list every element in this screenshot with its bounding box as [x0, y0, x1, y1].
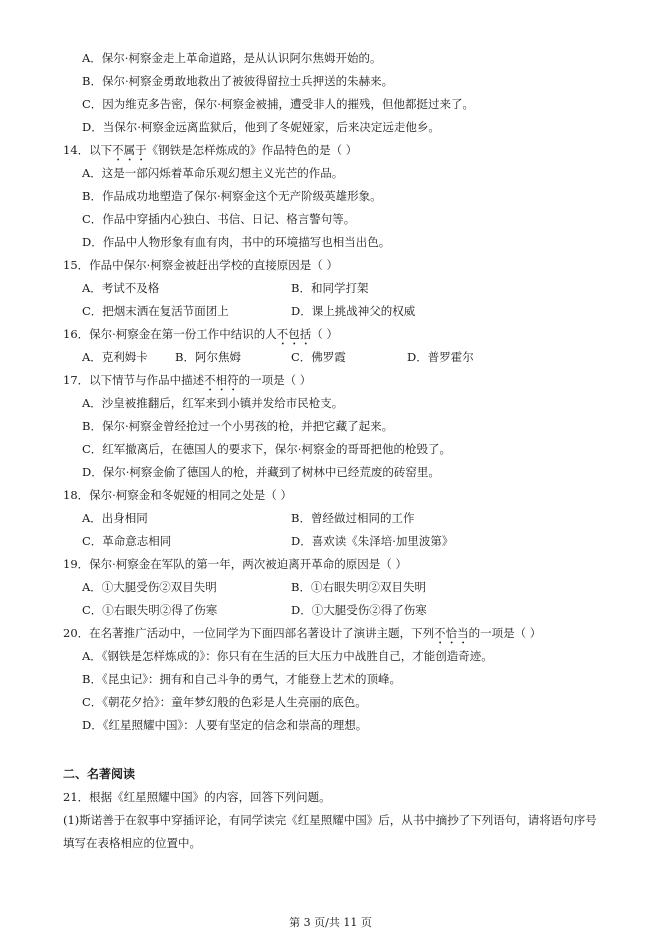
q16-option-a: A．克利姆卡: [82, 350, 148, 364]
q17-option-c: C．红军撤离后，在德国人的要求下，保尔·柯察金的哥哥把他的枪毁了。: [82, 442, 451, 456]
q20-option-b: B．《昆虫记》：拥有和自己斗争的勇气，才能登上艺术的顶峰。: [82, 672, 401, 686]
question-20-stem: 20．在名著推广活动中，一位同学为下面四部名著设计了演讲主题，下列不恰当的一项是（ ）: [63, 626, 542, 640]
question-16-stem: 16．保尔·柯察金在第一份工作中结识的人不包括（ ）: [63, 327, 338, 341]
q18-option-b: B．曾经做过相同的工作: [291, 511, 415, 525]
q15-option-d: D．课上挑战神父的权威: [291, 304, 416, 318]
question-17-stem: 17．以下情节与作品中描述不相符的一项是（ ）: [63, 373, 312, 387]
q19-option-d: D．①大腿受伤②得了伤寒: [291, 603, 427, 617]
q19-option-c: C．①右眼失明②得了伤寒: [82, 603, 218, 617]
q14-option-d: D．作品中人物形象有血有肉，书中的环境描写也相当出色。: [82, 235, 391, 249]
question-21-sub1-line1: (1)斯诺善于在叙事中穿插评论，有同学读完《红星照耀中国》后，从书中摘抄了下列语句，请将语句序号: [63, 813, 597, 827]
q15-option-c: C．把烟末洒在复活节面团上: [82, 304, 229, 318]
question-14-stem: 14．以下不属于《钢铁是怎样炼成的》作品特色的是（ ）: [63, 143, 358, 157]
emphasis-mark: 不包括: [276, 327, 312, 341]
q14-option-a: A．这是一部闪烁着革命乐观幻想主义光芒的作品。: [82, 166, 344, 180]
prev-option-d: D．当保尔·柯察金远离监狱后，他到了冬妮娅家，后来决定远走他乡。: [82, 120, 440, 134]
question-21-stem: 21．根据《红星照耀中国》的内容，回答下列问题。: [63, 790, 331, 804]
emphasis-mark: 不属于: [112, 143, 147, 157]
section-heading: 二、名著阅读: [63, 767, 136, 781]
q16-option-d: D．普罗霍尔: [407, 350, 474, 364]
q15-option-b: B．和同学打架: [291, 281, 369, 295]
page-footer: 第 3 页/共 11 页: [289, 916, 372, 929]
prev-option-b: B．保尔·柯察金勇敢地救出了被彼得留拉士兵押送的朱赫来。: [82, 74, 394, 88]
q19-option-a: A．①大腿受伤②双目失明: [82, 580, 217, 594]
prev-option-c: C．因为维克多告密，保尔·柯察金被捕，遭受非人的摧残，但他都挺过来了。: [82, 97, 474, 111]
q16-option-c: C．佛罗霞: [291, 350, 346, 364]
q20-option-d: D．《红星照耀中国》：人要有坚定的信念和崇高的理想。: [82, 718, 368, 732]
q17-option-d: D．保尔·柯察金偷了德国人的枪，并藏到了树林中已经荒废的砖窑里。: [82, 465, 440, 479]
q18-option-a: A．出身相同: [82, 511, 148, 525]
q20-option-a: A．《钢铁是怎样炼成的》：你只有在生活的巨大压力中战胜自己，才能创造奇迹。: [82, 649, 493, 663]
q20-option-c: C．《朝花夕拾》：童年梦幻般的色彩是人生亮丽的底色。: [82, 695, 367, 709]
q18-option-c: C．革命意志相同: [82, 534, 172, 548]
q17-option-a: A．沙皇被推翻后，红军来到小镇并发给市民枪支。: [82, 396, 344, 410]
question-15-stem: 15．作品中保尔·柯察金被赶出学校的直接原因是（ ）: [63, 258, 338, 272]
question-18-stem: 18．保尔·柯察金和冬妮娅的相同之处是（ ）: [63, 488, 292, 502]
emphasis-mark: 不相符: [204, 373, 239, 387]
q14-option-c: C．作品中穿插内心独白、书信、日记、格言警句等。: [82, 212, 356, 226]
prev-option-a: A．保尔·柯察金走上革命道路，是从认识阿尔焦姆开始的。: [82, 51, 382, 65]
question-21-sub1-line2: 填写在表格相应的位置中。: [63, 836, 201, 850]
emphasis-mark: 不恰当: [434, 626, 469, 640]
q16-option-b: B．阿尔焦姆: [175, 350, 241, 364]
q17-option-b: B．保尔·柯察金曾经抢过一个小男孩的枪，并把它藏了起来。: [82, 419, 394, 433]
q15-option-a: A．考试不及格: [82, 281, 160, 295]
question-19-stem: 19．保尔·柯察金在军队的第一年，两次被迫离开革命的原因是（ ）: [63, 557, 407, 571]
q19-option-b: B．①右眼失明②双目失明: [291, 580, 426, 594]
q18-option-d: D．喜欢读《朱泽培·加里波第》: [291, 534, 454, 548]
q14-option-b: B．作品成功地塑造了保尔·柯察金这个无产阶级英雄形象。: [82, 189, 382, 203]
